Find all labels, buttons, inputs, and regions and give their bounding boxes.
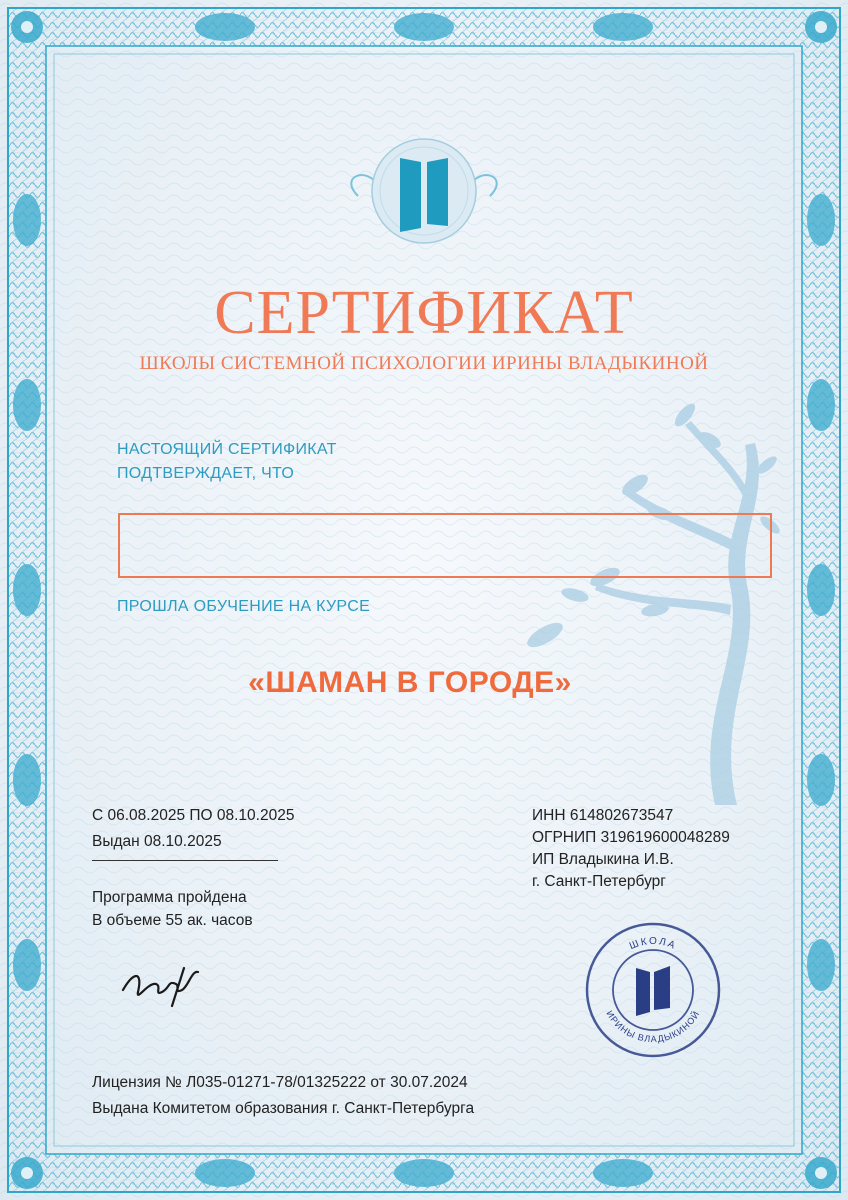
svg-text:ИРИНЫ ВЛАДЫКИНОЙ	[604, 1008, 701, 1044]
certificate-title: СЕРТИФИКАТ	[214, 279, 634, 347]
school-logo-icon	[348, 136, 500, 246]
course-name: «ШАМАН В ГОРОДЕ»	[248, 666, 572, 699]
license-issuer: Выдана Комитетом образования г. Санкт-Петербурга	[92, 1100, 475, 1117]
license-number: Лицензия № Л035-01271-78/01325222 от 30.07.2024	[92, 1074, 468, 1091]
ip-name: ИП Владыкина И.В.	[532, 851, 674, 868]
course-period: С 06.08.2025 ПО 08.10.2025	[92, 807, 295, 824]
decorative-tree	[515, 385, 805, 805]
recipient-name-field	[118, 513, 772, 578]
legal-details	[532, 805, 730, 893]
stamp-top-text: ШКОЛА	[627, 935, 679, 953]
divider	[92, 860, 278, 861]
program-info	[92, 886, 253, 932]
inn: ИНН 614802673547	[532, 807, 674, 824]
city: г. Санкт-Петербург	[532, 873, 666, 890]
signature-mark	[118, 962, 208, 1012]
program-line-2: В объеме 55 ак. часов	[92, 912, 253, 929]
course-dates	[92, 803, 294, 855]
license-info	[92, 1070, 474, 1122]
ogrnip: ОГРНИП 319619600048289	[532, 829, 730, 846]
intro-text	[117, 438, 477, 486]
issue-date: Выдан 08.10.2025	[92, 833, 222, 850]
certificate-subtitle: ШКОЛЫ СИСТЕМНОЙ ПСИХОЛОГИИ ИРИНЫ ВЛАДЫКИНОЙ	[139, 353, 709, 374]
intro-line-2: ПОДТВЕРЖДАЕТ, ЧТО	[117, 465, 295, 482]
program-line-1: Программа пройдена	[92, 889, 247, 906]
passed-course-text: ПРОШЛА ОБУЧЕНИЕ НА КУРСЕ	[117, 598, 371, 615]
stamp-bottom-text: ИРИНЫ ВЛАДЫКИНОЙ	[604, 1008, 702, 1045]
stamp-seal-icon	[583, 920, 723, 1060]
intro-line-1: НАСТОЯЩИЙ СЕРТИФИКАТ	[117, 441, 337, 458]
